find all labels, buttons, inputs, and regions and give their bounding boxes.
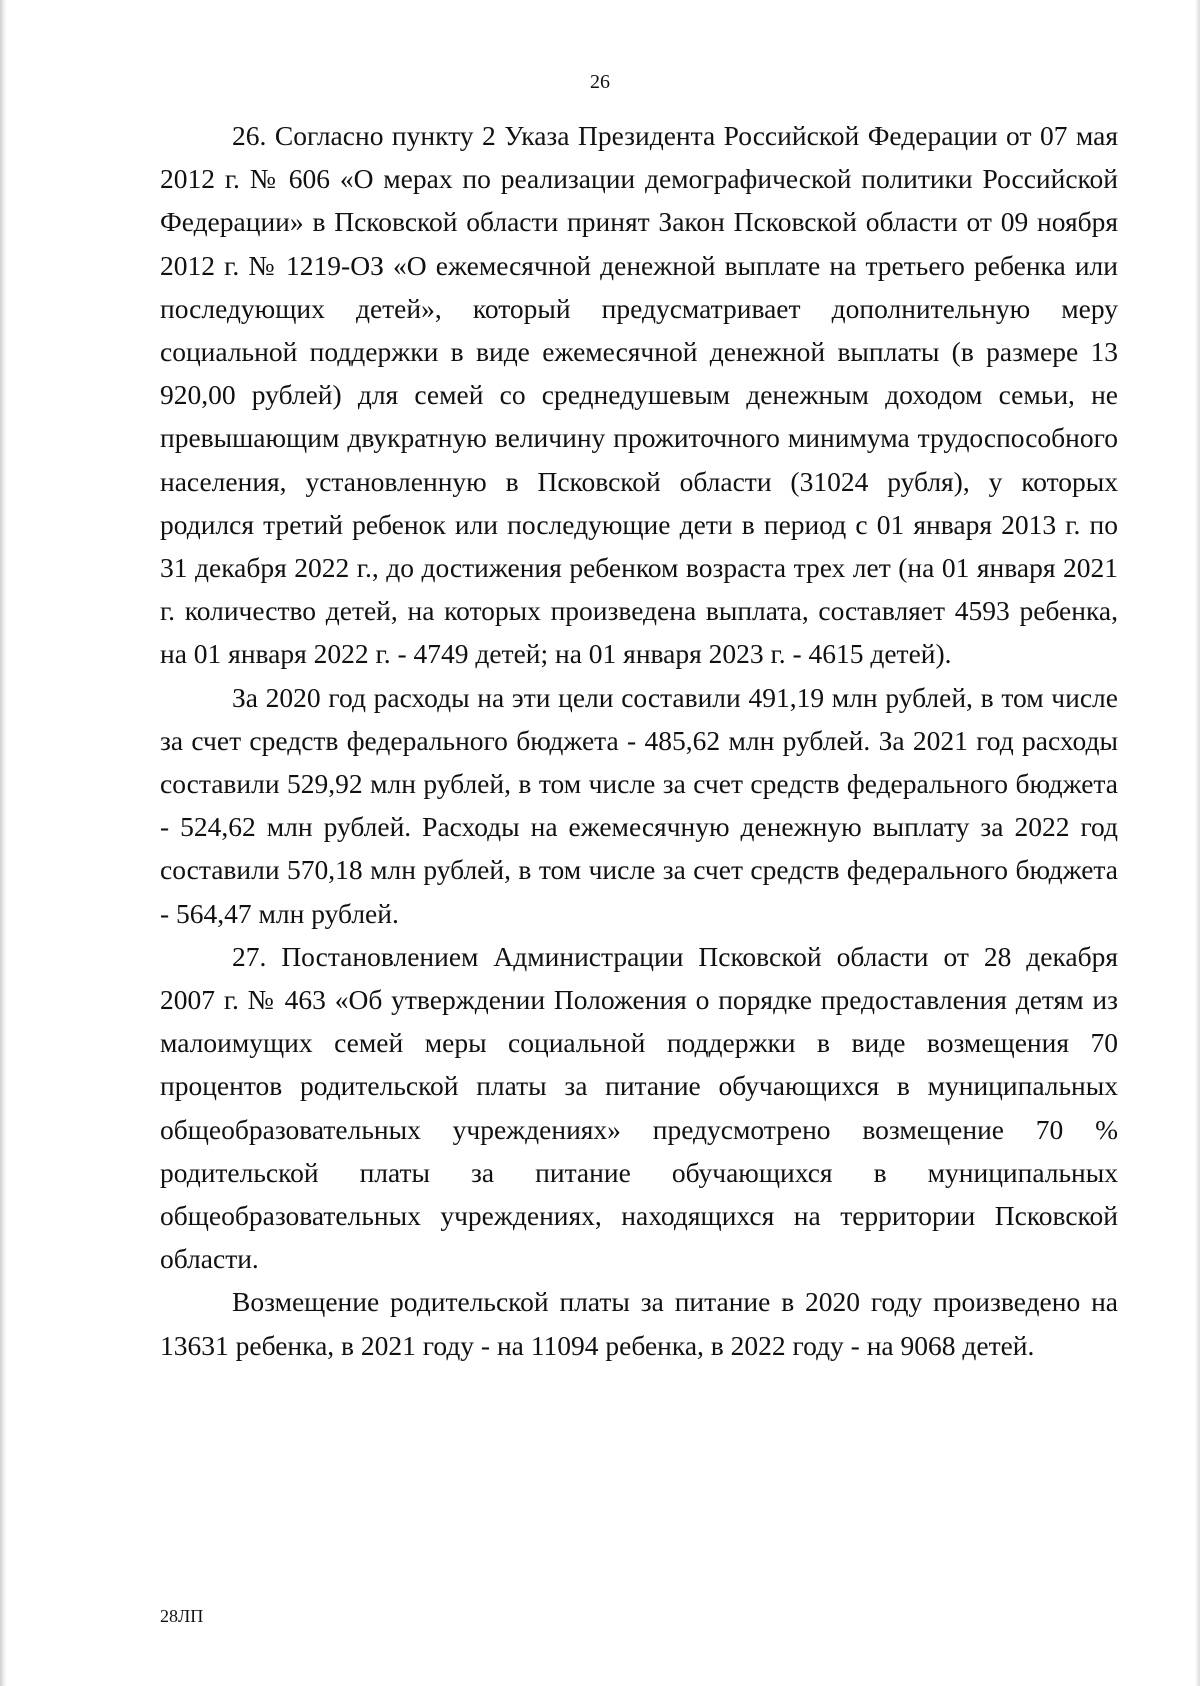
scan-left-edge <box>0 0 7 1686</box>
page-number: 26 <box>590 71 610 93</box>
document-body <box>160 114 1118 1367</box>
paragraph-26: 26. Согласно пункту 2 Указа Президента Российской Федерации от 07 мая 2012 г. № 606 «О мерах по реализации демографической политики Российской Федерации» в Псковской области принят Закон Псковской области от 09 ноября 2012 г. № 1219-ОЗ «О ежемесячной денежной выплате на третьего ребенка или последующих детей», который предусматривает дополнительную меру социальной поддержки в виде ежемесячной денежной выплаты (в размере 13 920,00 рублей) для семей со среднедушевым денежным доходом семьи, не превышающим двукратную величину прожиточного минимума трудоспособного населения, установленную в Псковской области (31024 рубля), у которых родился третий ребенок или последующие дети в период с 01 января 2013 г. по 31 декабря 2022 г., до достижения ребенком возраста трех лет (на 01 января 2021 г. количество детей, на которых произведена выплата, составляет 4593 ребенка, на 01 января 2022 г. - 4749 детей; на 01 января 2023 г. - 4615 детей). <box>160 120 1118 670</box>
footer-document-code: 28ЛП <box>160 1606 204 1626</box>
paragraph-expenses: За 2020 год расходы на эти цели составили 491,19 млн рублей, в том числе за счет средств федерального бюджета - 485,62 млн рублей. За 2021 год расходы составили 529,92 млн рублей, в том числе за счет средств федерального бюджета - 524,62 млн рублей. Расходы на ежемесячную денежную выплату за 2022 год составили 570,18 млн рублей, в том числе за счет средств федерального бюджета - 564,47 млн рублей. <box>160 681 1118 929</box>
scan-right-edge <box>1195 0 1200 1686</box>
paragraph-27: 27. Постановлением Администрации Псковской области от 28 декабря 2007 г. № 463 «Об утверждении Положения о порядке предоставления детям из малоимущих семей меры социальной поддержки в виде возмещения 70 процентов родительской платы за питание обучающихся в муниципальных общеобразовательных учреждениях» предусмотрено возмещение 70 % родительской платы за питание обучающихся в муниципальных общеобразовательных учреждениях, находящихся на территории Псковской области. <box>160 940 1118 1275</box>
paragraph-reimbursement: Возмещение родительской платы за питание в 2020 году произведено на 13631 ребенка, в 2021 году - на 11094 ребенка, в 2022 году - на 9068 детей. <box>160 1286 1118 1361</box>
